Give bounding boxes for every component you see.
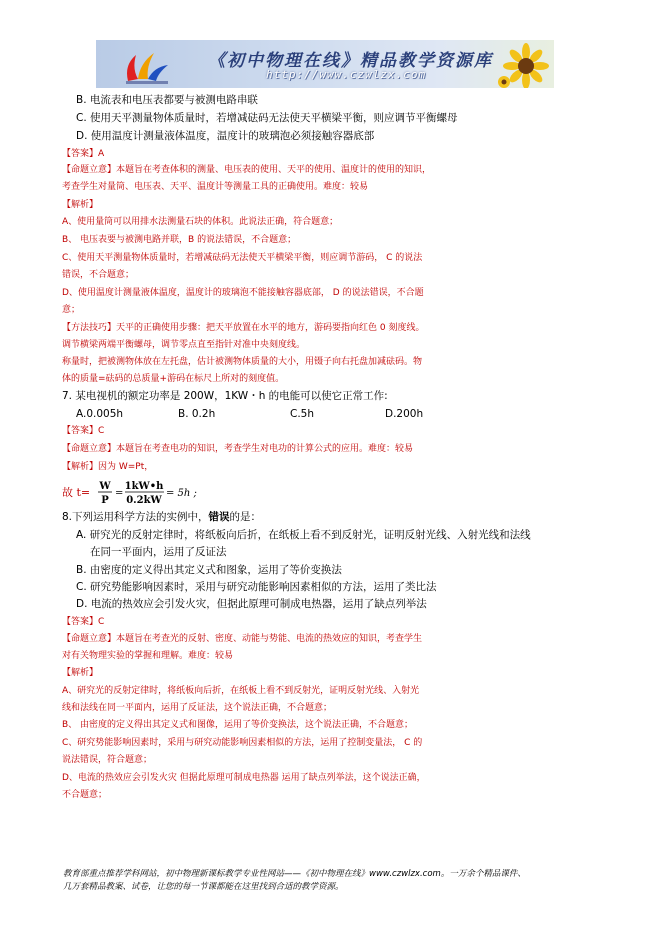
text-line: D.200h <box>385 408 424 420</box>
header-banner <box>96 40 554 88</box>
page-footer <box>63 868 613 894</box>
text-line: B. 由密度的定义得出其定义式和图象，运用了等价变换法 <box>76 564 342 576</box>
text-line: B、 电压表要与被测电路并联，B 的说法错误，不合题意； <box>62 235 297 245</box>
banner-title: 《初中物理在线》精品教学资源库 <box>208 51 493 71</box>
text-line: 【命题立意】本题旨在考查电功的知识，考查学生对电功的计算公式的应用。难度：较易 <box>62 444 414 454</box>
formula-result: = 5h ; <box>166 488 197 499</box>
text-line: A、研究光的反射定律时，将纸板向后折，在纸板上看不到反射光，证明反射光线、入射光 <box>62 686 420 696</box>
emphasis-text: 错误 <box>208 511 230 523</box>
text-line: 调节横梁两端平衡螺母，调节零点直至指针对准中央刻度线。 <box>62 340 306 350</box>
text-line: 【答案】C <box>62 617 105 627</box>
formula-graphic <box>62 478 212 506</box>
text-line: 【解析】 <box>62 200 99 210</box>
text-line: 【答案】C <box>62 426 105 436</box>
text-line: 7. 某电视机的额定功率是 200W，1KW・h 的电能可以使它正常工作: <box>62 390 388 402</box>
formula-equals: = <box>115 488 124 499</box>
text-line: B、 由密度的定义得出其定义式和图像，运用了等价变换法，这个说法正确，不合题意； <box>62 720 414 730</box>
formula-rhs-numerator: 1kW•h <box>124 481 164 492</box>
text-line: C.5h <box>290 408 315 420</box>
text-line: B. 电流表和电压表都要与被测电路串联 <box>76 94 258 106</box>
text-line: C、使用天平测量物体质量时，若增减砝码无法使天平横梁平衡，则应调节游码， C 的说法 <box>62 253 423 263</box>
sunflower-icon <box>496 42 554 88</box>
text-line: 【命题立意】本题旨在考查体积的测量、电压表的使用、天平的使用、温度计的使用的知识， <box>62 165 432 175</box>
text-line: 不合题意； <box>62 790 108 800</box>
text-line: C. 研究势能影响因素时，采用与研究动能影响因素相似的方法，运用了类比法 <box>76 581 437 593</box>
text-line: 说法错误，符合题意； <box>62 755 153 765</box>
text-line: B. 0.2h <box>178 408 216 420</box>
text-line: 线和法线在同一平面内，运用了反证法，这个说法正确，不合题意； <box>62 703 333 713</box>
formula-rhs-denominator: 0.2kW <box>126 495 162 506</box>
text-line: 体的质量=砝码的总质量+游码在标尺上所对的刻度值。 <box>62 374 285 384</box>
text-line: 【解析】 <box>62 668 99 678</box>
text-line: 【解析】因为 W=Pt， <box>62 462 154 472</box>
text-line: 【命题立意】本题旨在考查光的反射、密度、动能与势能、电流的热效应的知识，考查学生 <box>62 634 423 644</box>
text-line: C. 使用天平测量物体质量时，若增减砝码无法使天平横梁平衡，则应调节平衡螺母 <box>76 112 458 124</box>
text-line: 错误，不合题意； <box>62 270 135 280</box>
text-line: D. 使用温度计测量液体温度，温度计的玻璃泡必须接触容器底部 <box>76 130 375 142</box>
text-line: 在同一平面内，运用了反证法 <box>90 546 227 558</box>
text-line: 意； <box>62 305 81 315</box>
text-line: 对有关物理实验的掌握和理解。难度：较易 <box>62 651 234 661</box>
text-line: A.0.005h <box>76 408 124 420</box>
text-line: C、研究势能影响因素时，采用与研究动能影响因素相似的方法，运用了控制变量法， C 的 <box>62 738 423 748</box>
footer-line: 几万套精品教案、试卷，让您的每一节课都能在这里找到合适的教学资源。 <box>63 882 344 892</box>
text-line: 8.下列运用科学方法的实例中，错误的是： <box>62 511 262 523</box>
formula-lhs-numerator: W <box>99 481 111 492</box>
text-line: D、使用温度计测量液体温度，温度计的玻璃泡不能接触容器底部， D 的说法错误，不合题 <box>62 288 424 298</box>
formula <box>62 478 212 506</box>
banner-url: http://www.czwlzx.com <box>266 68 427 81</box>
text-line: 【方法技巧】天平的正确使用步骤：把天平放置在水平的地方，游码要指向红色 0 刻度线。 <box>62 323 425 333</box>
text-line: D. 电流的热效应会引发火灾，但据此原理可制成电热器，运用了缺点列举法 <box>76 598 427 610</box>
formula-lhs-denominator: P <box>101 495 109 506</box>
text-line: 称量时，把被测物体放在左托盘，估计被测物体质量的大小，用镊子向右托盘加减砝码。物 <box>62 357 423 367</box>
text-line: A. 研究光的反射定律时，将纸板向后折，在纸板上看不到反射光，证明反射光线、入射光线和法线 <box>76 529 531 541</box>
site-logo-icon <box>120 45 172 87</box>
text-line: 【答案】A <box>62 149 105 159</box>
formula-prefix: 故 t= <box>62 486 91 499</box>
footer-line: 教育部重点推荐学科网站，初中物理新课标教学专业性网站——《初中物理在线》www.czwlzx.com。一万余个精品课件、 <box>63 869 526 879</box>
text-line: A、使用量筒可以用排水法测量石块的体积。此说法正确，符合题意； <box>62 217 339 227</box>
text-line: D、电流的热效应会引发火灾 但据此原理可制成电热器 运用了缺点列举法，这个说法正确， <box>62 773 426 783</box>
text-line: 考查学生对量筒、电压表、天平、温度计等测量工具的正确使用。难度：较易 <box>62 182 369 192</box>
